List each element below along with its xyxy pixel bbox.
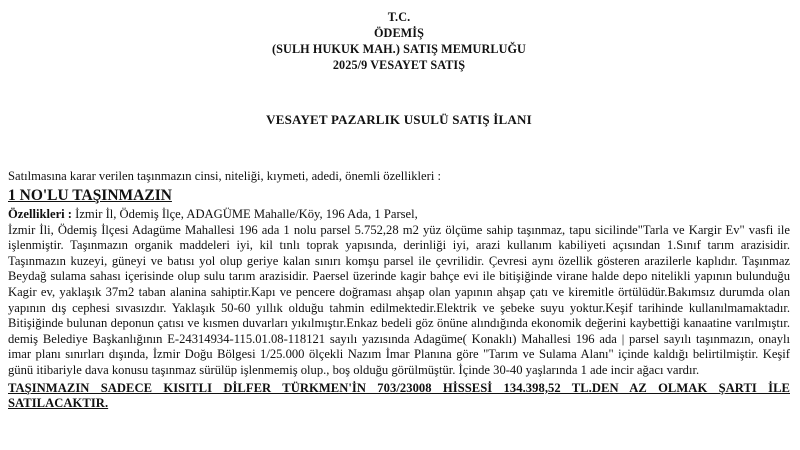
features-label: Özellikleri : xyxy=(8,207,72,221)
document-header xyxy=(8,0,790,73)
sale-condition: TAŞINMAZIN SADECE KISITLI DİLFER TÜRKMEN'İN 703/23008 HİSSESİ 134.398,52 TL.DEN AZ OLMAK ŞARTI İLE SATILACAKTIR. xyxy=(8,380,790,410)
intro-text: Satılmasına karar verilen taşınmazın cinsi, niteliği, kıymeti, adedi, önemli özellikleri : xyxy=(8,169,441,183)
property-description: İzmir İli, Ödemiş İlçesi Adagüme Mahallesi 196 ada 1 nolu parsel 5.752,28 m2 yüz ölçüme sahip taşınmaz, tapu sicilinde"Tarla ve Kargir Ev" vasfi ile işlenmiştir. Taşınmazın organik maddeleri iyi, kil tınlı toprak yapısında, derinliği iyi, arazi kullanım kabiliyeti açısından 1.Sınıf tarım arazisidir. Taşınmazın kuzeyi, güneyi ve batısı yol olup geriye kalan sınırı komşu parsel ile çevrilidir. Çevresi aynı özellik gösteren arazilerle kaplıdır. Taşınmaz Beydağ sulama sahası içerisinde olup sulu tarım arazisidir. Paersel üzerinde kagir bahçe evi ile bitişiğinde virane halde depo nitelikli yapının bulunduğu Kagir ev, yaklaşık 37m2 taban alanina sahiptir.Kapı ve pencere doğraması ahşap olan yapının ahşap çatı ve kiremitle örtülüdür.Bakımsız durumda olan yapının dış cephesi sıvasızdır. Yaklaşık 50-60 yıllık olduğu tahmin edilmektedir.Elektrik ve şebeke suyu yoktur.Keşif tarihinde kullanılmamaktadır. Bitişiğinde bulunan deponun çatısı ve kısmen duvarları yıkılmıştır.Enkaz bedeli göz önüne alındığında ekonomik değerini kaybettiği kanaatine varılmıştır. demiş Belediye Başkanlığının E-24314934-115.01.08-118121 sayılı yazısında Adagüme( Konaklı) Mahallesi 196 ada | parsel sayılı taşınmazın, onaylı imar planı sınırları dışında, İzmir Doğu Bölgesi 1/25.000 ölçekli Nazım İmar Planına göre "Tarım ve Sulama Alanı" içinde kaldığı belirtilmiştir. Keşif günü itibariyle dava konusu taşınmaz sürülüp işlenmemiş olup., boş olduğu görülmüştür. İçinde 30-40 yaşlarında 1 ade incir ağacı vardır. xyxy=(8,222,790,377)
property-features xyxy=(8,207,790,223)
header-line-4: 2025/9 VESAYET SATIŞ xyxy=(332,58,466,72)
notice-title: VESAYET PAZARLIK USULÜ SATIŞ İLANI xyxy=(266,112,532,127)
header-line-1: T.C. xyxy=(387,10,411,24)
features-value: İzmir İl, Ödemiş İlçe, ADAGÜME Mahalle/Köy, 196 Ada, 1 Parsel, xyxy=(72,207,418,221)
header-line-2: ÖDEMİŞ xyxy=(373,26,425,40)
header-line-3: (SULH HUKUK MAH.) SATIŞ MEMURLUĞU xyxy=(272,42,526,56)
property-heading: 1 NO'LU TAŞINMAZIN xyxy=(8,187,172,204)
